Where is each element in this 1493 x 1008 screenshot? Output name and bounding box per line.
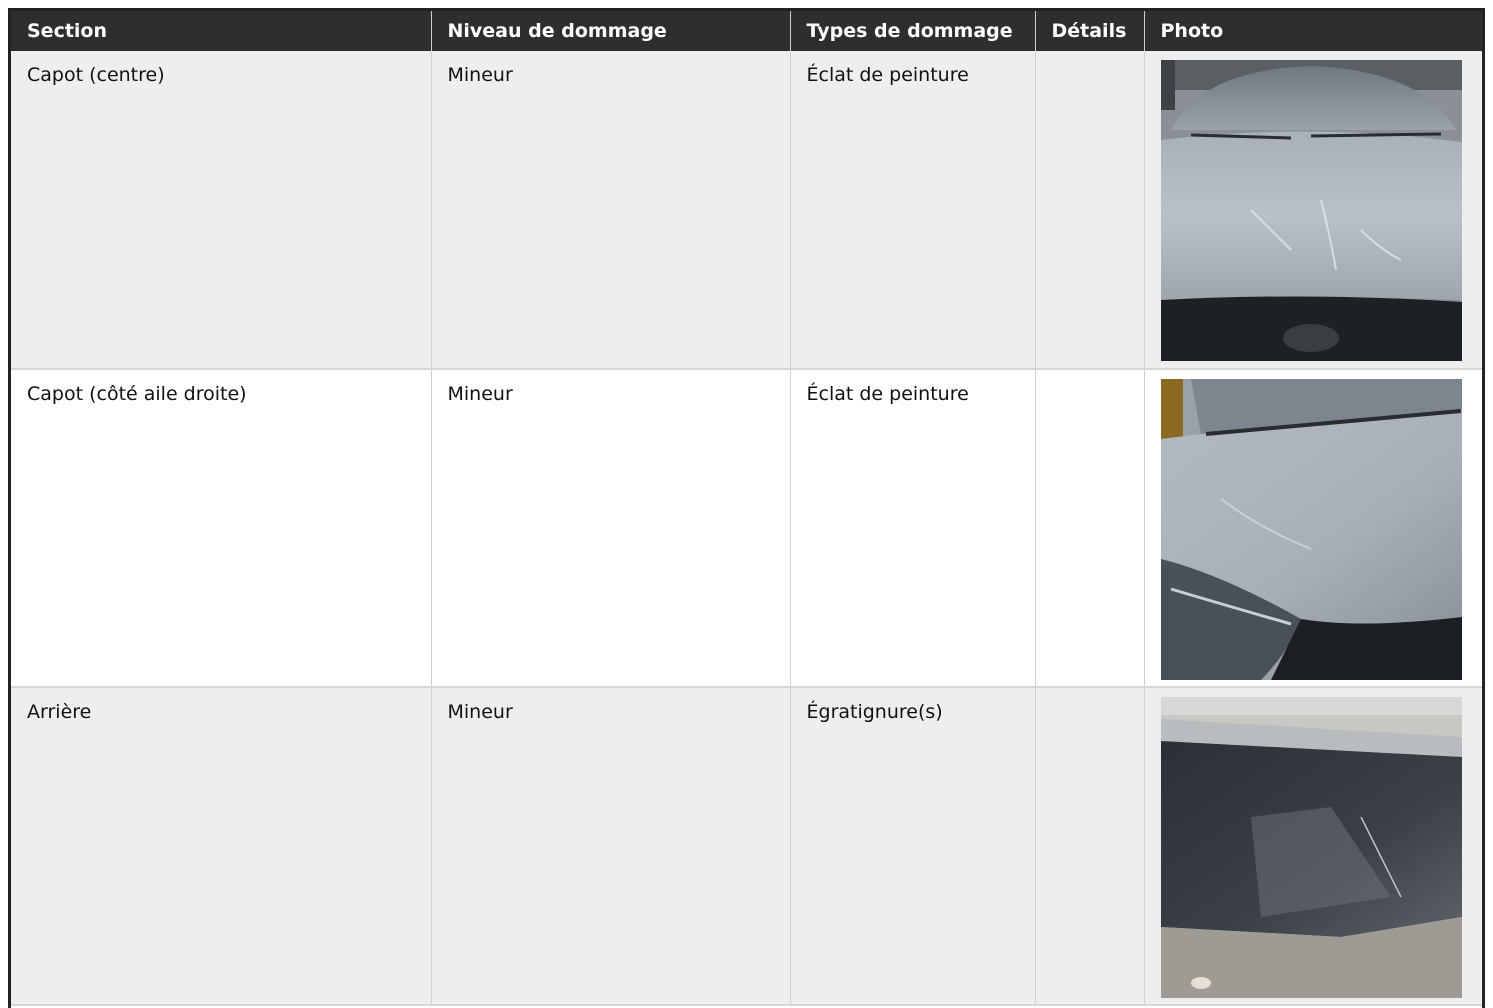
car-hood-right-fender-photo[interactable] (1161, 379, 1462, 680)
cell-damage-type: Éclat de peinture (790, 369, 1035, 687)
column-header-damage-types: Types de dommage (790, 11, 1035, 51)
cell-damage-level: Mineur (431, 51, 790, 369)
column-header-section: Section (11, 11, 431, 51)
cell-damage-type: Éclat de peinture (790, 51, 1035, 369)
cell-section: Capot (côté aile droite) (11, 369, 431, 687)
damage-report-table-frame (8, 8, 1485, 1008)
table-row (11, 369, 1482, 687)
column-header-details: Détails (1035, 11, 1144, 51)
table-row (11, 687, 1482, 1005)
table-row (11, 51, 1482, 369)
cell-details (1035, 51, 1144, 369)
damage-report-table (11, 11, 1482, 1006)
cell-section: Arrière (11, 687, 431, 1005)
cell-photo (1144, 51, 1482, 369)
cell-photo (1144, 687, 1482, 1005)
cell-damage-level: Mineur (431, 687, 790, 1005)
car-hood-center-photo[interactable] (1161, 60, 1462, 361)
column-header-damage-level: Niveau de dommage (431, 11, 790, 51)
car-rear-scratch-photo[interactable] (1161, 697, 1462, 998)
column-header-photo: Photo (1144, 11, 1482, 51)
cell-details (1035, 687, 1144, 1005)
table-header-row (11, 11, 1482, 51)
cell-damage-type: Égratignure(s) (790, 687, 1035, 1005)
cell-details (1035, 369, 1144, 687)
cell-section: Capot (centre) (11, 51, 431, 369)
cell-damage-level: Mineur (431, 369, 790, 687)
cell-photo (1144, 369, 1482, 687)
